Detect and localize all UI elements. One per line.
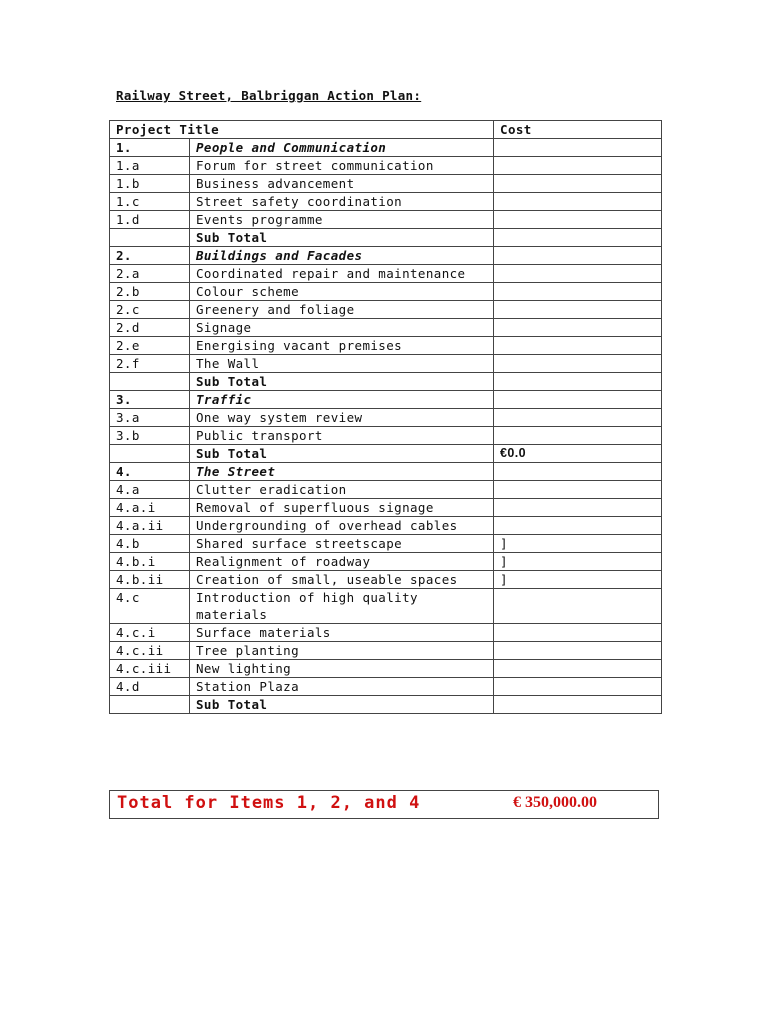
row-cost bbox=[494, 660, 662, 678]
table-row bbox=[110, 211, 662, 229]
row-cost bbox=[494, 355, 662, 373]
row-number: 3.a bbox=[110, 409, 190, 427]
row-number: 2.a bbox=[110, 265, 190, 283]
row-number: 4.a bbox=[110, 481, 190, 499]
table-body bbox=[110, 121, 662, 714]
row-title: Buildings and Facades bbox=[190, 247, 494, 265]
subtotal-row bbox=[110, 696, 662, 714]
row-cost: ] bbox=[494, 553, 662, 571]
row-title: Colour scheme bbox=[190, 283, 494, 301]
row-number: 2.c bbox=[110, 301, 190, 319]
subtotal-row bbox=[110, 445, 662, 463]
row-title: Sub Total bbox=[190, 373, 494, 391]
row-cost bbox=[494, 319, 662, 337]
row-cost bbox=[494, 283, 662, 301]
row-cost bbox=[494, 678, 662, 696]
row-cost bbox=[494, 696, 662, 714]
row-title: Introduction of high quality materials bbox=[190, 589, 494, 624]
row-number: 1. bbox=[110, 139, 190, 157]
grand-total-label: Total for Items 1, 2, and 4 bbox=[117, 793, 421, 813]
table-row bbox=[110, 427, 662, 445]
header-cost: Cost bbox=[494, 121, 662, 139]
row-cost bbox=[494, 409, 662, 427]
row-cost bbox=[494, 229, 662, 247]
row-number: 3. bbox=[110, 391, 190, 409]
row-number: 4.b bbox=[110, 535, 190, 553]
row-number: 4.c bbox=[110, 589, 190, 624]
row-cost: €0.0 bbox=[494, 445, 662, 463]
table-row bbox=[110, 571, 662, 589]
row-cost bbox=[494, 337, 662, 355]
table-row bbox=[110, 660, 662, 678]
section-row bbox=[110, 247, 662, 265]
table-row bbox=[110, 642, 662, 660]
row-title: Sub Total bbox=[190, 696, 494, 714]
row-number: 4.c.ii bbox=[110, 642, 190, 660]
row-title: Shared surface streetscape bbox=[190, 535, 494, 553]
row-number: 2.d bbox=[110, 319, 190, 337]
table-row bbox=[110, 193, 662, 211]
row-cost bbox=[494, 247, 662, 265]
row-cost bbox=[494, 211, 662, 229]
table-row bbox=[110, 481, 662, 499]
row-title: Energising vacant premises bbox=[190, 337, 494, 355]
table-row bbox=[110, 589, 662, 624]
row-number bbox=[110, 229, 190, 247]
row-title: Greenery and foliage bbox=[190, 301, 494, 319]
table-row bbox=[110, 283, 662, 301]
row-number: 2. bbox=[110, 247, 190, 265]
row-number bbox=[110, 373, 190, 391]
row-cost bbox=[494, 589, 662, 624]
row-cost bbox=[494, 427, 662, 445]
row-number: 4.a.i bbox=[110, 499, 190, 517]
section-row bbox=[110, 139, 662, 157]
row-title: The Wall bbox=[190, 355, 494, 373]
row-title: Tree planting bbox=[190, 642, 494, 660]
row-title: Clutter eradication bbox=[190, 481, 494, 499]
table-row bbox=[110, 175, 662, 193]
table-row bbox=[110, 319, 662, 337]
grand-total-value: € 350,000.00 bbox=[513, 794, 597, 811]
table-row bbox=[110, 535, 662, 553]
row-title: Station Plaza bbox=[190, 678, 494, 696]
row-number: 4.c.i bbox=[110, 624, 190, 642]
table-row bbox=[110, 517, 662, 535]
row-number: 4.a.ii bbox=[110, 517, 190, 535]
row-cost bbox=[494, 481, 662, 499]
row-number: 1.c bbox=[110, 193, 190, 211]
row-title: Removal of superfluous signage bbox=[190, 499, 494, 517]
row-title: The Street bbox=[190, 463, 494, 481]
row-cost: ] bbox=[494, 535, 662, 553]
row-title: Sub Total bbox=[190, 445, 494, 463]
row-cost bbox=[494, 265, 662, 283]
row-number: 4. bbox=[110, 463, 190, 481]
row-number: 4.c.iii bbox=[110, 660, 190, 678]
row-number: 4.d bbox=[110, 678, 190, 696]
row-title: Events programme bbox=[190, 211, 494, 229]
row-title: Public transport bbox=[190, 427, 494, 445]
row-number: 2.e bbox=[110, 337, 190, 355]
row-cost bbox=[494, 175, 662, 193]
table-row bbox=[110, 337, 662, 355]
row-number: 1.a bbox=[110, 157, 190, 175]
row-cost bbox=[494, 517, 662, 535]
row-cost bbox=[494, 463, 662, 481]
row-cost bbox=[494, 624, 662, 642]
row-cost bbox=[494, 157, 662, 175]
table-row bbox=[110, 499, 662, 517]
row-cost bbox=[494, 499, 662, 517]
row-number: 1.d bbox=[110, 211, 190, 229]
row-cost bbox=[494, 642, 662, 660]
table-row bbox=[110, 553, 662, 571]
row-title: Business advancement bbox=[190, 175, 494, 193]
document-title: Railway Street, Balbriggan Action Plan: bbox=[116, 88, 422, 103]
row-cost bbox=[494, 391, 662, 409]
row-title: One way system review bbox=[190, 409, 494, 427]
row-cost bbox=[494, 139, 662, 157]
row-number: 1.b bbox=[110, 175, 190, 193]
action-plan-table bbox=[109, 120, 662, 714]
row-number bbox=[110, 445, 190, 463]
table-row bbox=[110, 678, 662, 696]
table-row bbox=[110, 265, 662, 283]
table-row bbox=[110, 624, 662, 642]
row-title: Sub Total bbox=[190, 229, 494, 247]
row-cost bbox=[494, 193, 662, 211]
row-title: Forum for street communication bbox=[190, 157, 494, 175]
table-row bbox=[110, 157, 662, 175]
row-title: Traffic bbox=[190, 391, 494, 409]
row-number bbox=[110, 696, 190, 714]
row-title: Surface materials bbox=[190, 624, 494, 642]
row-number: 4.b.ii bbox=[110, 571, 190, 589]
row-title: Undergrounding of overhead cables bbox=[190, 517, 494, 535]
row-number: 2.f bbox=[110, 355, 190, 373]
row-title: Street safety coordination bbox=[190, 193, 494, 211]
table-row bbox=[110, 301, 662, 319]
row-cost bbox=[494, 373, 662, 391]
table-header-row bbox=[110, 121, 662, 139]
row-title: New lighting bbox=[190, 660, 494, 678]
section-row bbox=[110, 463, 662, 481]
table-row bbox=[110, 355, 662, 373]
row-number: 2.b bbox=[110, 283, 190, 301]
row-number: 4.b.i bbox=[110, 553, 190, 571]
row-number: 3.b bbox=[110, 427, 190, 445]
row-title: Signage bbox=[190, 319, 494, 337]
row-cost: ] bbox=[494, 571, 662, 589]
section-row bbox=[110, 391, 662, 409]
row-title: Creation of small, useable spaces bbox=[190, 571, 494, 589]
grand-total-box bbox=[109, 790, 659, 819]
subtotal-row bbox=[110, 373, 662, 391]
row-title: Coordinated repair and maintenance bbox=[190, 265, 494, 283]
row-cost bbox=[494, 301, 662, 319]
row-title: Realignment of roadway bbox=[190, 553, 494, 571]
header-project-title: Project Title bbox=[110, 121, 494, 139]
table-row bbox=[110, 409, 662, 427]
subtotal-row bbox=[110, 229, 662, 247]
row-title: People and Communication bbox=[190, 139, 494, 157]
